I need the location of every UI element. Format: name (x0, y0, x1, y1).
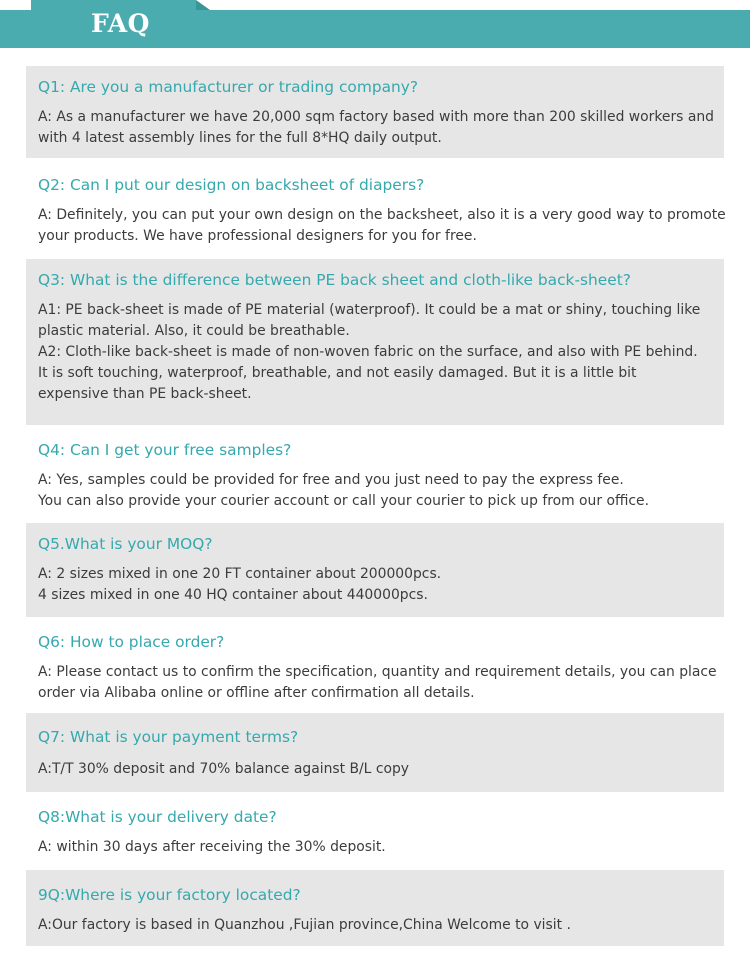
faq-question: Q3: What is the difference between PE back sheet and cloth-like back-sheet? (38, 271, 631, 289)
answer-line: A:Our factory is based in Quanzhou ,Fujian province,China Welcome to visit . (38, 917, 571, 933)
faq-answer (38, 662, 724, 704)
faq-question: Q1: Are you a manufacturer or trading company? (38, 78, 419, 96)
faq-answer (38, 915, 724, 936)
faq-answer-2 (38, 342, 724, 405)
header-tab-fold (196, 0, 210, 10)
faq-item-2 (26, 164, 724, 254)
answer-line: A:T/T 30% deposit and 70% balance against B/L copy (38, 761, 410, 777)
faq-answer (38, 205, 724, 247)
faq-question: Q4: Can I get your free samples? (38, 441, 292, 459)
faq-answer (38, 759, 724, 780)
answer-line: 4 sizes mixed in one 40 HQ container about 440000pcs. (38, 587, 428, 603)
faq-item-7 (26, 713, 724, 792)
faq-item-8 (26, 796, 724, 866)
faq-question: 9Q:Where is your factory located? (38, 886, 301, 904)
answer-line: with 4 latest assembly lines for the full 8*HQ daily output. (38, 130, 442, 146)
answer-line: expensive than PE back-sheet. (38, 386, 252, 402)
faq-item-1 (26, 66, 724, 158)
faq-answer (38, 107, 724, 149)
answer-line: You can also provide your courier account or call your courier to pick up from our office. (38, 493, 650, 509)
answer-line: A: Yes, samples could be provided for free and you just need to pay the express fee. (38, 472, 624, 488)
faq-answer (38, 564, 724, 606)
answer-line: your products. We have professional designers for you for free. (38, 228, 477, 244)
faq-question: Q5.What is your MOQ? (38, 535, 213, 553)
answer-line: A: Definitely, you can put your own design on the backsheet, also it is a very good way to promote (38, 207, 726, 223)
faq-question: Q8:What is your delivery date? (38, 808, 277, 826)
page-title: FAQ (91, 9, 150, 38)
faq-question: Q7: What is your payment terms? (38, 728, 299, 746)
faq-item-5 (26, 523, 724, 617)
faq-answer-1 (38, 300, 724, 342)
answer-line: plastic material. Also, it could be breathable. (38, 323, 350, 339)
answer-line: A2: Cloth-like back-sheet is made of non-woven fabric on the surface, and also with PE behind. (38, 344, 698, 360)
faq-question: Q2: Can I put our design on backsheet of diapers? (38, 176, 425, 194)
answer-line: A: Please contact us to confirm the specification, quantity and requirement details, you can place (38, 664, 717, 680)
answer-line: A: 2 sizes mixed in one 20 FT container about 200000pcs. (38, 566, 442, 582)
faq-question: Q6: How to place order? (38, 633, 225, 651)
faq-item-9 (26, 870, 724, 946)
faq-item-3 (26, 259, 724, 425)
answer-line: It is soft touching, waterproof, breathable, and not easily damaged. But it is a little bit (38, 365, 637, 381)
faq-item-6 (26, 621, 724, 709)
faq-answer (38, 470, 724, 512)
faq-answer (38, 837, 724, 858)
faq-item-4 (26, 429, 724, 519)
answer-line: A: within 30 days after receiving the 30% deposit. (38, 839, 386, 855)
answer-line: order via Alibaba online or offline after confirmation all details. (38, 685, 475, 701)
answer-line: A1: PE back-sheet is made of PE material (waterproof). It could be a mat or shiny, touching like (38, 302, 701, 318)
answer-line: A: As a manufacturer we have 20,000 sqm factory based with more than 200 skilled workers and (38, 109, 714, 125)
